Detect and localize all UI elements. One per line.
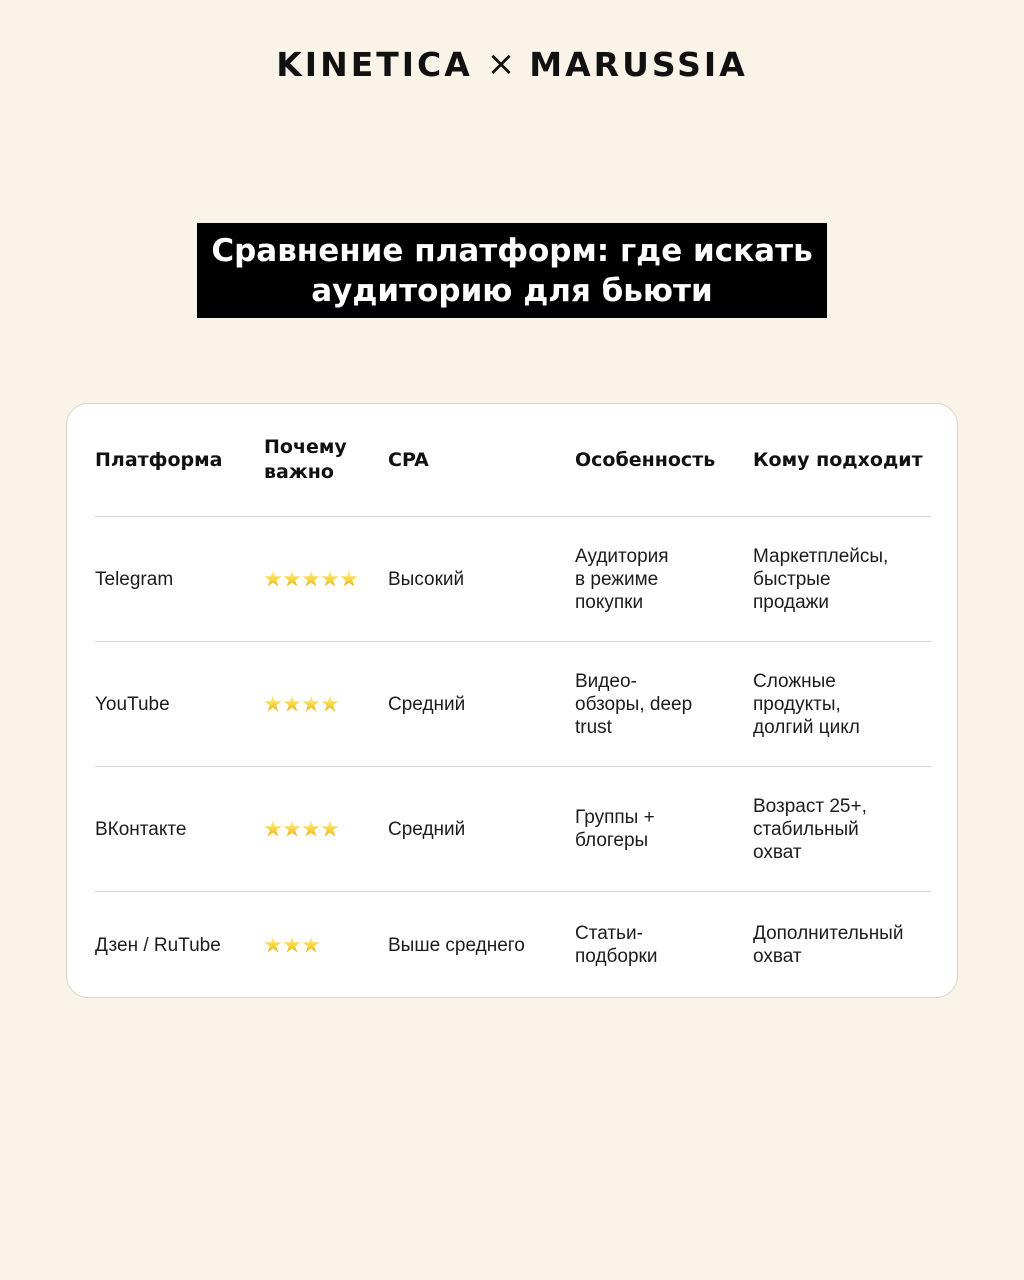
cell-platform: ВКонтакте xyxy=(95,818,187,840)
audience-line: продукты, xyxy=(753,693,841,715)
star-icon xyxy=(302,570,320,588)
cell-platform: YouTube xyxy=(95,693,170,715)
feature-line: Группы + xyxy=(575,807,655,828)
brand-kinetica: KINETICA xyxy=(276,44,473,84)
table-row xyxy=(95,767,931,892)
brand-marussia: MARUSSIA xyxy=(529,44,748,84)
cell-rating xyxy=(264,570,388,588)
cell-cpa: Высокий xyxy=(388,568,465,590)
cell-audience xyxy=(753,545,931,614)
feature-line: в режиме xyxy=(575,568,659,590)
feature-line: покупки xyxy=(575,591,644,613)
star-icon xyxy=(283,936,301,954)
star-rating xyxy=(264,695,388,713)
cell-cpa: Средний xyxy=(388,693,466,715)
star-icon xyxy=(302,695,320,713)
table-row xyxy=(95,517,931,642)
star-rating xyxy=(264,820,388,838)
star-icon xyxy=(302,936,320,954)
header-cpa: CPA xyxy=(388,448,429,471)
title-line-2: аудиторию для бьюти xyxy=(311,272,713,309)
cell-cpa: Средний xyxy=(388,818,466,840)
cell-rating xyxy=(264,820,388,838)
cell-feature xyxy=(575,670,753,739)
star-icon xyxy=(321,820,339,838)
comparison-table xyxy=(95,404,931,998)
star-icon xyxy=(302,820,320,838)
audience-line: Сложные xyxy=(753,670,836,692)
star-icon xyxy=(264,570,282,588)
cell-rating xyxy=(264,695,388,713)
star-icon xyxy=(264,820,282,838)
audience-line: охват xyxy=(753,841,802,863)
audience-line: Возраст 25+, xyxy=(753,795,867,817)
comparison-table-card xyxy=(66,403,958,998)
audience-line: охват xyxy=(753,946,802,967)
star-rating xyxy=(264,936,388,954)
title-line-1: Сравнение платформ: где искать xyxy=(211,232,813,269)
star-icon xyxy=(321,695,339,713)
audience-line: стабильный xyxy=(753,818,859,840)
cell-rating xyxy=(264,936,388,954)
star-icon xyxy=(321,570,339,588)
audience-line: Дополнительный xyxy=(753,923,904,944)
cell-platform: Telegram xyxy=(95,568,174,590)
header-feature: Особенность xyxy=(575,448,716,471)
table-row xyxy=(95,642,931,767)
cell-feature xyxy=(575,806,753,852)
cell-feature xyxy=(575,922,753,968)
cell-cpa: Выше среднего xyxy=(388,934,525,956)
star-icon xyxy=(264,695,282,713)
header-platform: Платформа xyxy=(95,448,223,471)
feature-line: trust xyxy=(575,716,612,738)
cell-audience xyxy=(753,922,931,968)
audience-line: быстрые xyxy=(753,568,831,590)
cell-feature xyxy=(575,545,753,614)
cell-audience xyxy=(753,670,931,739)
header-why-important: Почему важно xyxy=(264,436,347,483)
feature-line: подборки xyxy=(575,946,658,967)
feature-line: Статьи- xyxy=(575,923,643,944)
star-icon xyxy=(283,695,301,713)
star-icon xyxy=(340,570,358,588)
feature-line: блогеры xyxy=(575,830,649,851)
star-icon xyxy=(283,570,301,588)
audience-line: продажи xyxy=(753,591,829,613)
header-audience: Кому подходит xyxy=(753,448,923,471)
cell-audience xyxy=(753,795,931,864)
feature-line: Видео- xyxy=(575,670,637,692)
feature-line: обзоры, deep xyxy=(575,693,693,715)
brand-separator: × xyxy=(486,44,516,84)
star-icon xyxy=(283,820,301,838)
star-rating xyxy=(264,570,388,588)
audience-line: Маркетплейсы, xyxy=(753,545,889,567)
cell-platform: Дзен / RuTube xyxy=(95,934,221,956)
page-title xyxy=(197,223,827,318)
table-row xyxy=(95,892,931,998)
brand-logo xyxy=(0,44,1024,84)
table-header-row xyxy=(95,404,931,517)
feature-line: Аудитория xyxy=(575,545,669,567)
audience-line: долгий цикл xyxy=(753,716,860,738)
star-icon xyxy=(264,936,282,954)
